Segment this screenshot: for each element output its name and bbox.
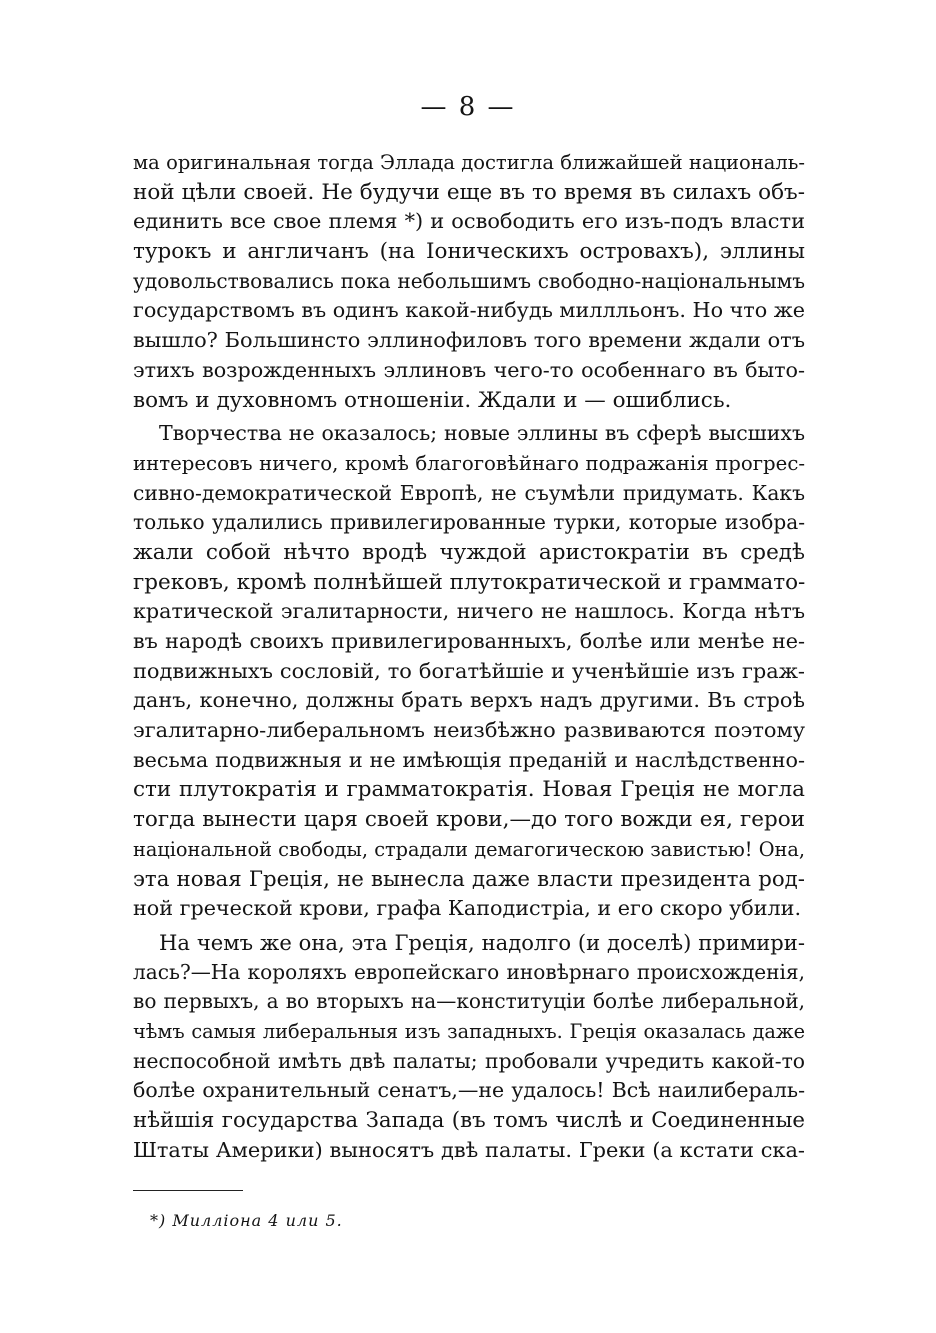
text-line: интересовъ ничего, кромѣ благоговѣйнаго подражанія прогрес- [133,451,805,475]
text-line: этихъ возрожденныхъ эллиновъ чего-то особеннаго въ быто- [133,357,805,382]
text-line: нѣйшія государства Запада (въ томъ числѣ и Соединенные [133,1108,805,1133]
text-line: Штаты Америки) выносятъ двѣ палаты. Греки (а кстати ска- [133,1137,805,1162]
text-line: только удалились привилегированные турки, которые изобра- [133,510,805,535]
text-line: чѣмъ самыя либеральныя изъ западныхъ. Греція оказалась даже [133,1019,805,1043]
text-line: данъ, конечно, должны брать верхъ надъ другими. Въ строѣ [133,688,805,713]
text-line: вомъ и духовномъ отношеніи. Ждали и — ошиблись. [133,387,732,413]
text-line: въ народѣ своихъ привилегированныхъ, болѣе или менѣе не- [133,629,805,653]
text-line: эта новая Греція, не вынесла даже власти президента род- [133,866,805,892]
paragraph-1 [133,148,805,415]
text-line: неспособной имѣть двѣ палаты; пробовали учредить какой-то [133,1048,805,1073]
text-line: вышло? Большинсто эллинофиловъ того времени ждали отъ [133,328,805,353]
text-line: На чемъ же она, эта Греція, надолго (и доселѣ) примири- [159,929,805,955]
text-line: подвижныхъ сословій, то богатѣйшіе и ученѣйшіе изъ граж- [133,658,805,683]
text-line: лась?—На короляхъ европейскаго иновѣрнаго происхожденія, [133,959,805,984]
text-line: сивно-демократической Европѣ, не съумѣли придумать. Какъ [133,480,805,505]
text-line: грековъ, кромѣ полнѣйшей плутократической и грамматo- [133,569,806,595]
text-line: ной греческой крови, графа Каподистріа, и его скоро убили. [133,896,802,921]
text-line: во первыхъ, а во вторыхъ на—конституціи болѣе либеральной, [133,989,805,1014]
text-line: эгалитарно-либеральномъ неизбѣжно развиваются поэтому [133,718,805,743]
footnote: *) Милліона 4 или 5. [150,1211,343,1230]
text-line: государствомъ въ одинъ какой-нибудь миллльонъ. Но что же [133,298,806,323]
footnote-divider [133,1190,243,1191]
text-line: единить все свое племя *) и освободить его изъ-подъ власти [133,209,805,234]
text-line: сти плутократія и грамматократія. Новая Греція не могла [133,777,805,803]
paragraph-3 [133,928,805,1166]
text-line: ной цѣли своей. Не будучи еще въ то время въ силахъ объ- [133,179,805,205]
text-line: національной свободы, страдали демагогическою завистью! Она, [133,837,805,861]
text-line: весьма подвижныя и не имѣющія преданій и наслѣдственно- [133,747,805,772]
text-line: болѣе охранительный сенатъ,—не удалось! Всѣ наилибераль- [133,1078,805,1103]
body-text [133,148,805,1165]
text-line: кратической эгалитарности, ничего не нашлось. Когда нѣтъ [133,599,805,624]
text-line: тогда вынести царя своей крови,—до того вожди ея, герои [133,807,805,833]
text-line: турокъ и англичанъ (на Іоническихъ островахъ), эллины [133,239,805,265]
text-line: жали собой нѣчто вродѣ чуждой аристократіи въ средѣ [133,539,805,565]
paragraph-2 [133,419,805,924]
text-line: ма оригинальная тогда Эллада достигла ближайшей националь- [133,151,805,174]
text-line: Творчества не оказалось; новые эллины въ сферѣ высшихъ [159,421,805,446]
page-number: — 8 — [420,92,516,122]
text-line: удовольствовались пока небольшимъ свободно-національнымъ [133,268,805,293]
